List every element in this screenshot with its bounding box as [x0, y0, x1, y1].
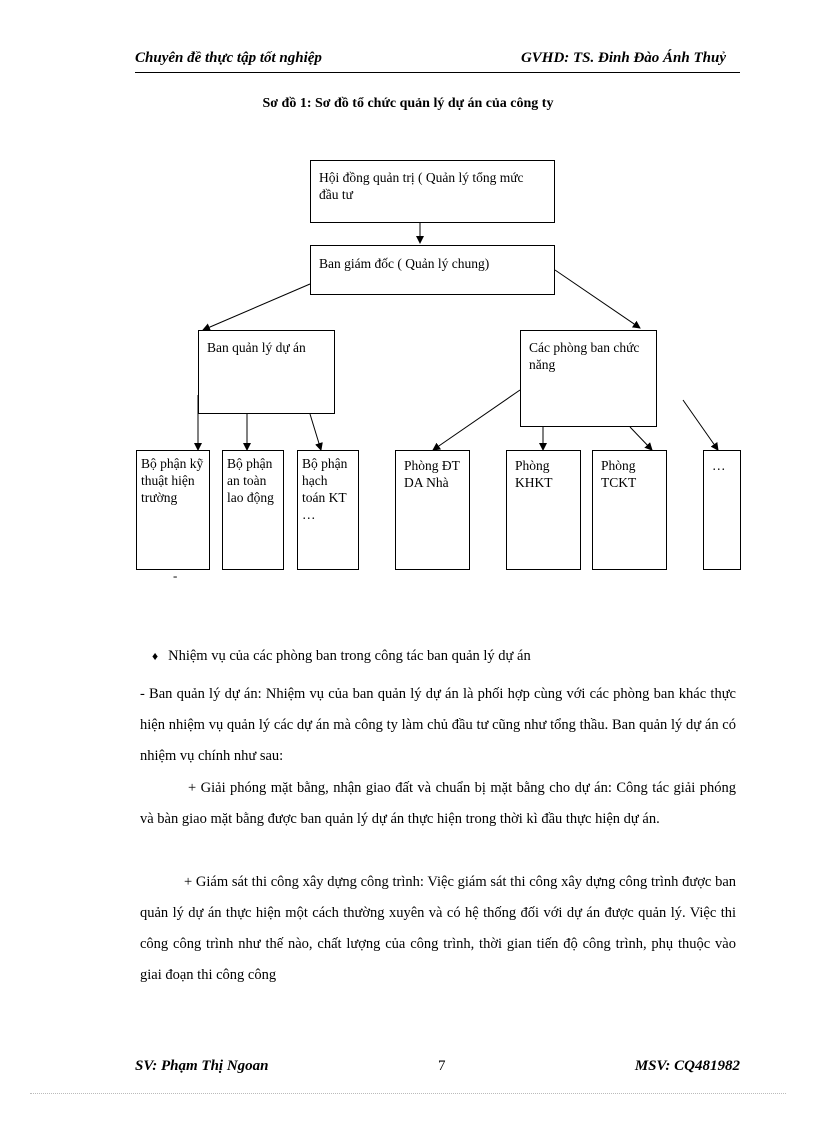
sub-unit-box: Bộ phận hạch toán KT … [297, 450, 359, 570]
diagram-title: Sơ đồ 1: Sơ đồ tổ chức quản lý dự án của công ty [262, 96, 554, 111]
sub-unit-box: Bộ phận kỹ thuật hiện trường [136, 450, 210, 570]
paragraph-site-clearance: + Giải phóng mặt bằng, nhận giao đất và chuẩn bị mặt bằng cho dự án: Công tác giải phóng và bàn giao mặt bằng được ban quản lý dự án thực hiện trong thời kì đầu thực hiện dự án. [140, 780, 736, 827]
header-title: Chuyên đề thực tập tốt nghiệp [135, 50, 322, 66]
arrow-func-dept3 [630, 427, 652, 450]
sub-unit-box: Bộ phận an toàn lao động [222, 450, 284, 570]
board-box: Hội đồng quản trị ( Quản lý tổng mức đầu tư [310, 160, 555, 223]
arrow-director-functional [555, 270, 640, 328]
director-box: Ban giám đốc ( Quản lý chung) [310, 245, 555, 295]
diamond-bullet-icon: ♦ [152, 649, 159, 663]
page-number: 7 [438, 1058, 446, 1074]
functional-box: Các phòng ban chức năng [520, 330, 657, 427]
arrow-pm-sub3 [310, 414, 321, 450]
department-box: … [703, 450, 741, 570]
department-box: Phòng KHKT [506, 450, 581, 570]
bullet-heading [152, 648, 531, 665]
arrow-func-dept4 [683, 400, 718, 450]
paragraph-supervision: + Giám sát thi công xây dựng công trình: Việc giám sát thi công xây dựng công trình được ban quản lý dự án thực hiện một cách thường xuyên và có hệ thống đối với dự án được quản lý. Việc thi công công trình như thế nào, chất lượng của công trình, thời gian tiến độ công trình, phụ thuộc vào giai đoạn thi công công [140, 874, 736, 983]
arrow-director-pm [203, 284, 310, 330]
page-break-line [30, 1093, 786, 1094]
header-advisor: GVHD: TS. Đinh Đào Ánh Thuỷ [520, 50, 726, 66]
department-box: Phòng ĐT DA Nhà [395, 450, 470, 570]
department-box: Phòng TCKT [592, 450, 667, 570]
footer-student-id: MSV: CQ481982 [634, 1058, 740, 1074]
pm-unit-box: Ban quản lý dự án [198, 330, 335, 414]
arrow-func-dept1 [433, 390, 520, 450]
bullet-heading-text: Nhiệm vụ của các phòng ban trong công tác ban quản lý dự án [168, 648, 531, 664]
stray-mark: - [173, 568, 178, 583]
footer-student: SV: Phạm Thị Ngoan [135, 1058, 269, 1074]
paragraph-pm-unit: - Ban quản lý dự án: Nhiệm vụ của ban quản lý dự án là phối hợp cùng với các phòng ban khác thực hiện nhiệm vụ quản lý các dự án mà công ty làm chủ đầu tư cũng như tổng thầu. Ban quản lý dự án có nhiệm vụ chính như sau: [140, 686, 736, 764]
